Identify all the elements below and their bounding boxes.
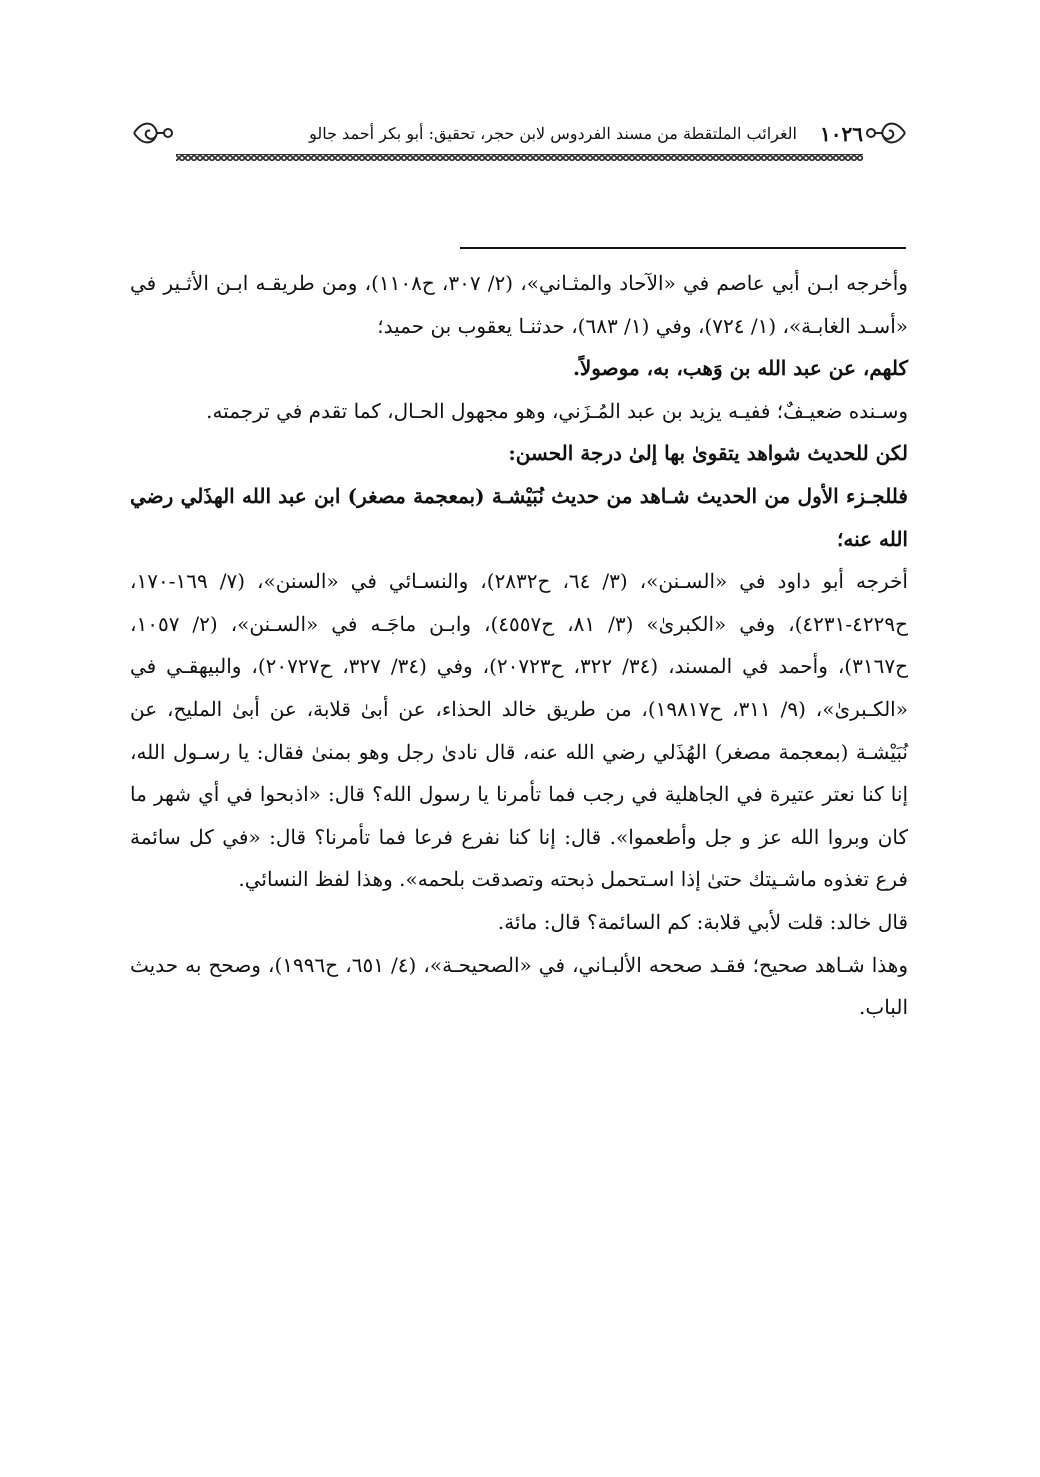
page-header bbox=[132, 112, 907, 158]
paragraph: وأخرجه ابـن أبي عاصم في «الآحاد والمثـاني»، (٢/ ٣٠٧، ح١١٠٨)، ومن طريقـه ابـن الأثـير في «أسـد الغابـة»، (١/ ٧٢٤)، وفي (١/ ٦٨٣)، حدثنـا يعقوب بن حميد؛ bbox=[130, 271, 908, 338]
floral-ornament-icon bbox=[863, 118, 907, 148]
paragraph: لكن للحديث شواهد يتقوىٰ بها إلىٰ درجة الحسن: bbox=[508, 441, 908, 466]
paragraph: كلهم، عن عبد الله بن وَهب، به، موصولاً. bbox=[572, 356, 908, 381]
floral-ornament-icon bbox=[132, 118, 176, 148]
footnote-body bbox=[130, 262, 908, 1029]
paragraph: أخرجه أبو داود في «السـنن»، (٣/ ٦٤، ح٢٨٣٢)، والنسـائي في «السنن»، (٧/ ١٦٩-١٧٠، ح٤٢٢٩-٤٢٣١)، وفي «الكبرىٰ» (٣/ ٨١، ح٤٥٥٧)، وابـن ماجَـه في «السـنن»، (٢/ ١٠٥٧، ح٣١٦٧)، وأحمد في المسند، (٣٤/ ٣٢٢، ح٢٠٧٢٣)، وفي (٣٤/ ٣٢٧، ح٢٠٧٢٧)، والبيهقـي في «الكـبرىٰ»، (٩/ ٣١١، ح١٩٨١٧)، من طريق خالد الحذاء، عن أبىٰ قلابة، عن أبىٰ المليح، عن نُبَيْشـة (بمعجمة مصغر) الهُذَلي رضي الله عنه، قال نادىٰ رجل وهو بمنىٰ فقال: يا رسـول الله، إنا كنا نعتر عتيرة في الجاهلية في رجب فما تأمرنا يا رسول الله؟ قال: «اذبحوا في أي شهر ما كان وبروا الله عز و جل وأطعموا». قال: إنا كنا نفرع فرعا فما تأمرنا؟ قال: «في كل سائمة فرع تغذوه ماشـيتك حتىٰ إذا اسـتحمل ذبحته وتصدقت بلحمه». وهذا لفظ النسائي. bbox=[130, 569, 908, 892]
paragraph: وسـنده ضعيـفٌ؛ ففيـه يزيد بن عبد المُـزَني، وهو مجهول الحـال، كما تقدم في ترجمته. bbox=[206, 398, 908, 423]
header-border bbox=[176, 154, 863, 161]
paragraph: قال خالد: قلت لأبي قلابة: كم السائمة؟ قال: مائة. bbox=[497, 909, 908, 934]
running-title: الغرائب الملتقطة من مسند الفردوس لابن حجر، تحقيق: أبو بكر أحمد جالو bbox=[309, 124, 797, 143]
page-number: ١٠٢٦ bbox=[820, 122, 863, 146]
paragraph: وهذا شـاهد صحيح؛ فقـد صححه الألبـاني، في «الصحيحـة»، (٤/ ٦٥١، ح١٩٩٦)، وصحح به حديث الباب. bbox=[130, 952, 908, 1020]
paragraph: فللجـزء الأول من الحديث شـاهد من حديث نُبَيْشـة (بمعجمة مصغر) ابن عبد الله الهذَلي رضي الله عنه؛ bbox=[130, 483, 908, 551]
footnote-separator bbox=[460, 247, 906, 249]
